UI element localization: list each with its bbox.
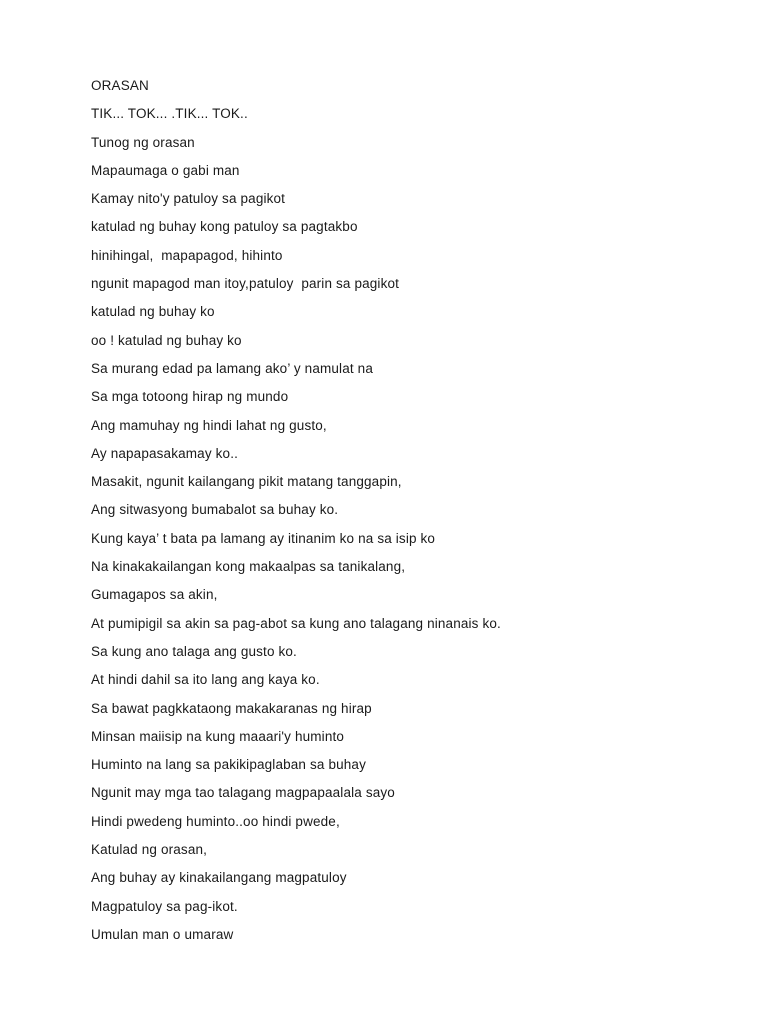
poem-line: Minsan maiisip na kung maaari'y huminto <box>91 728 345 744</box>
poem-line: Ay napapasakamay ko.. <box>91 445 238 461</box>
poem-line: Ang mamuhay ng hindi lahat ng gusto, <box>91 417 327 433</box>
poem-line: Masakit, ngunit kailangang pikit matang tanggapin, <box>91 474 402 490</box>
poem-line: Katulad ng orasan, <box>91 842 208 858</box>
poem-line: Sa murang edad pa lamang ako’ y namulat na <box>91 360 373 376</box>
poem-line: Sa kung ano talaga ang gusto ko. <box>91 643 297 659</box>
poem-line: Magpatuloy sa pag-ikot. <box>91 898 238 914</box>
poem-line: Sa mga totoong hirap ng mundo <box>91 389 289 405</box>
poem-line: ngunit mapagod man itoy,patuloy parin sa pagikot <box>91 276 400 292</box>
poem-line: Na kinakakailangan kong makaalpas sa tanikalang, <box>91 559 406 575</box>
poem-line: Tunog ng orasan <box>91 134 195 150</box>
poem-line: Kung kaya’ t bata pa lamang ay itinanim ko na sa isip ko <box>91 530 436 546</box>
poem-line: hinihingal, mapapagod, hihinto <box>91 247 283 263</box>
poem-line: Kamay nito'y patuloy sa pagikot <box>91 191 286 207</box>
poem-line: oo ! katulad ng buhay ko <box>91 332 242 348</box>
poem-line: katulad ng buhay ko <box>91 304 215 320</box>
poem-line: Mapaumaga o gabi man <box>91 162 240 178</box>
poem-line: Hindi pwedeng huminto..oo hindi pwede, <box>91 813 340 829</box>
poem-line: At pumipigil sa akin sa pag-abot sa kung ano talagang ninanais ko. <box>91 615 501 631</box>
poem-title: ORASAN <box>91 78 149 93</box>
poem-line: Sa bawat pagkkataong makakaranas ng hirap <box>91 700 372 716</box>
poem-line: Ngunit may mga tao talagang magpapaalala sayo <box>91 785 395 801</box>
poem-text <box>91 76 501 953</box>
poem-line: Ang buhay ay kinakailangang magpatuloy <box>91 870 347 886</box>
poem-line: Umulan man o umaraw <box>91 926 234 942</box>
poem-line: katulad ng buhay kong patuloy sa pagtakbo <box>91 219 358 235</box>
poem-line: Gumagapos sa akin, <box>91 587 218 603</box>
poem-line: Huminto na lang sa pakikipaglaban sa buhay <box>91 757 366 773</box>
poem-line: Ang sitwasyong bumabalot sa buhay ko. <box>91 502 339 518</box>
poem-line: TIK... TOK... .TIK... TOK.. <box>91 106 248 122</box>
poem-line: At hindi dahil sa ito lang ang kaya ko. <box>91 672 320 688</box>
